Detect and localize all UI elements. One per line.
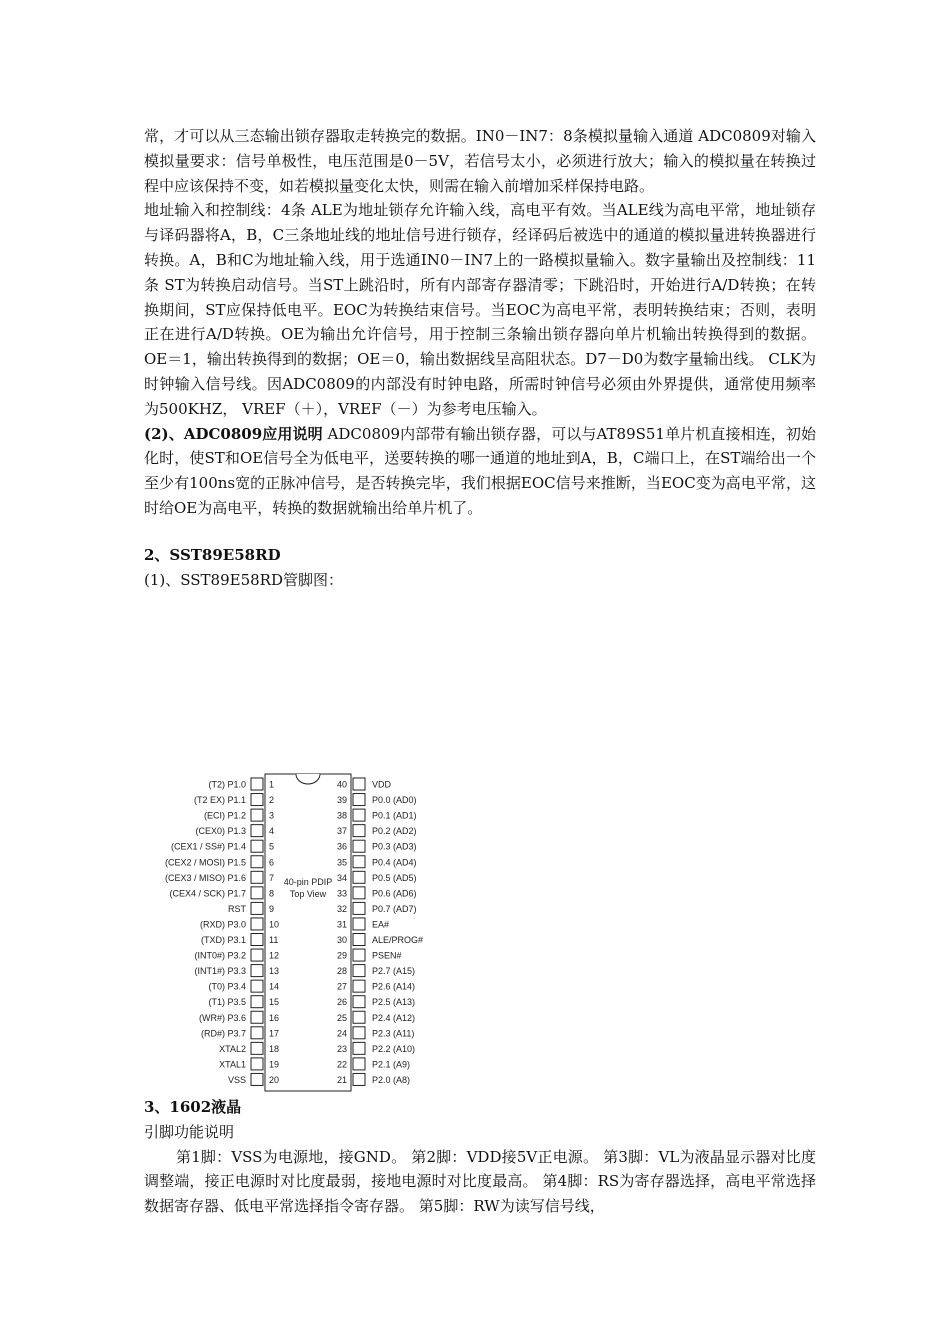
pin-pad	[353, 1073, 365, 1085]
pin-name: P0.4 (AD4)	[372, 857, 417, 868]
pin-number: 40	[336, 779, 347, 790]
pin-name: (ECI) P1.2	[203, 810, 246, 821]
section-1602-lcd	[144, 1095, 816, 1219]
pin-number: 19	[269, 1059, 280, 1070]
pin-number: 27	[336, 981, 347, 992]
pin-number: 13	[269, 966, 280, 977]
pin-pad	[251, 825, 263, 837]
pin-name: P2.0 (A8)	[372, 1074, 411, 1085]
pin-pad	[251, 902, 263, 914]
pin-name: (T2) P1.0	[208, 779, 246, 790]
pin-pad	[251, 794, 263, 806]
pin-name: (T0) P3.4	[208, 981, 246, 992]
left-pins	[165, 778, 279, 1085]
pin-name: P2.5 (A13)	[372, 997, 416, 1008]
pin-name: (CEX3 / MISO) P1.6	[164, 872, 246, 883]
left-pin-8	[169, 887, 274, 899]
pin-name: XTAL1	[219, 1059, 246, 1070]
paragraph-adc-application	[144, 422, 816, 521]
pin-number: 2	[269, 795, 275, 806]
left-pin-3	[204, 809, 274, 821]
pin-name: (CEX2 / MOSI) P1.5	[164, 857, 246, 868]
pin-pad	[353, 809, 365, 821]
pin-number: 6	[269, 857, 275, 868]
pin-pad	[353, 1042, 365, 1054]
pin-pad	[251, 887, 263, 899]
pin-function-caption: 引脚功能说明	[144, 1122, 235, 1141]
pin-pad	[353, 871, 365, 883]
left-pin-18	[219, 1042, 279, 1054]
pin-pad	[251, 980, 263, 992]
pin-name: P0.3 (AD3)	[372, 841, 417, 852]
pin-name: (CEX1 / SS#) P1.4	[170, 841, 246, 852]
pin-number: 7	[269, 872, 275, 883]
left-pin-1	[208, 778, 274, 790]
pin-number: 22	[336, 1059, 347, 1070]
pin-pad	[353, 887, 365, 899]
pin-number: 20	[269, 1074, 280, 1085]
pin-number: 16	[269, 1012, 280, 1023]
pin-name: P0.2 (AD2)	[372, 826, 417, 837]
pin-name: P2.3 (A11)	[372, 1028, 415, 1039]
pin-pad	[353, 949, 365, 961]
pin-number: 29	[336, 950, 347, 961]
chip-label-line1: 40-pin PDIP	[283, 877, 333, 887]
pin-pad	[251, 965, 263, 977]
pin-pad	[353, 918, 365, 930]
pin-number: 35	[336, 857, 347, 868]
document-body	[144, 124, 816, 592]
pin-pad	[251, 809, 263, 821]
left-pin-7	[165, 871, 274, 883]
pin-pad	[251, 934, 263, 946]
pin-name: PSEN#	[372, 950, 402, 961]
pin-number: 12	[269, 950, 280, 961]
pin-number: 25	[336, 1012, 347, 1023]
pin-name: XTAL2	[219, 1043, 246, 1054]
pin-name: RST	[228, 903, 246, 914]
pin-name: P2.7 (A15)	[372, 966, 416, 977]
pin-pad	[251, 996, 263, 1008]
pin-number: 17	[269, 1028, 280, 1039]
pin-name: (TXD) P3.1	[200, 935, 246, 945]
pin-number: 8	[269, 888, 275, 899]
pin-name: P0.5 (AD5)	[372, 872, 417, 883]
pin-pad	[353, 902, 365, 914]
chip-label-line2: Top View	[289, 889, 327, 899]
application-text: ADC0809内部带有输出锁存器，可以与AT89S51单片机直接相连，初始化时，使ST和OE信号全为低电平，送要转换的哪一通道的地址到A，B，C端口上，在ST端给出一个至少有100ns宽的正脉冲信号，是否转换完毕，我们根据EOC信号来推断，当EOC变为高电平常，这时给OE为高电平，转换的数据就输出给单片机了。	[144, 424, 816, 517]
pin-number: 36	[336, 841, 347, 852]
left-pin-5	[171, 840, 274, 852]
pin-number: 5	[269, 841, 275, 852]
pin-pad	[353, 980, 365, 992]
pin-name: (CEX0) P1.3	[195, 826, 246, 837]
pin-pad	[251, 1058, 263, 1070]
pin-name: (RD#) P3.7	[200, 1028, 246, 1039]
pin-number: 28	[336, 966, 347, 977]
pin-pad	[251, 778, 263, 790]
pin-number: 34	[336, 872, 347, 883]
pin-number: 32	[336, 903, 347, 914]
pin-name: VDD	[372, 779, 392, 790]
pin-name: ALE/PROG#	[372, 935, 424, 945]
pin-name: VSS	[227, 1074, 246, 1085]
pin-pad	[251, 949, 263, 961]
pin-name: P0.7 (AD7)	[372, 903, 417, 914]
left-pin-2	[194, 794, 274, 806]
pin-name: P2.1 (A9)	[372, 1059, 411, 1070]
pin-name: (WR#) P3.6	[198, 1012, 246, 1023]
pin-pad	[353, 965, 365, 977]
pin-pad	[353, 778, 365, 790]
pin-pad	[251, 918, 263, 930]
pin-pad	[251, 1042, 263, 1054]
right-pin-29	[337, 949, 402, 961]
pin-number: 33	[336, 888, 347, 899]
pin-pad	[251, 1073, 263, 1085]
pin-pad	[353, 1058, 365, 1070]
pin-number: 14	[269, 981, 280, 992]
pin-pad	[353, 1027, 365, 1039]
pin-pad	[353, 856, 365, 868]
pin-name: (INT0#) P3.2	[194, 950, 246, 961]
pin-name: (T2 EX) P1.1	[193, 795, 246, 806]
pin-pad	[353, 840, 365, 852]
pin-number: 23	[336, 1043, 347, 1054]
paragraph-1602-pins: 第1脚：VSS为电源地，接GND。 第2脚：VDD接5V正电源。 第3脚：VL为液晶显示器对比度调整端，接正电源时对比度最弱，接地电源时对比度最高。 第4脚：RS为寄存器选择，高电平常选择数据寄存器、低电平常选择指令寄存器。 第5脚：RW为读写信号线，	[144, 1147, 816, 1216]
pin-name: P0.1 (AD1)	[372, 810, 417, 821]
pin-number: 31	[336, 919, 347, 930]
pin-number: 24	[336, 1028, 347, 1039]
pin-number: 26	[336, 997, 347, 1008]
pin-pad	[353, 1011, 365, 1023]
left-pin-19	[219, 1058, 279, 1070]
pin-number: 30	[336, 935, 347, 945]
pin-number: 11	[269, 935, 279, 945]
pin-number: 21	[336, 1074, 347, 1085]
pin-name: (RXD) P3.0	[199, 919, 246, 930]
pin-pad	[353, 794, 365, 806]
pin-number: 18	[269, 1043, 280, 1054]
pin-number: 3	[269, 810, 275, 821]
pin-number: 15	[269, 997, 280, 1008]
right-pin-40	[337, 778, 392, 790]
section-heading-1602: 3、1602液晶	[144, 1098, 242, 1116]
pin-number: 1	[269, 779, 275, 790]
pin-name: (T1) P3.5	[208, 997, 246, 1008]
pin-pad	[353, 934, 365, 946]
pin-pad	[251, 840, 263, 852]
pin-pad	[251, 1027, 263, 1039]
pin-number: 38	[336, 810, 347, 821]
pin-name: P2.4 (A12)	[372, 1012, 416, 1023]
application-title: (2)、ADC0809应用说明	[144, 424, 323, 443]
pin-number: 39	[336, 795, 347, 806]
pin-name: EA#	[372, 919, 390, 930]
section-heading-sst89e58rd: 2、SST89E58RD	[144, 545, 281, 564]
left-pin-14	[208, 980, 279, 992]
pin-pad	[251, 856, 263, 868]
left-pin-4	[195, 825, 274, 837]
paragraph-adc-address-control: 地址输入和控制线：4条 ALE为地址锁存允许输入线，高电平有效。当ALE线为高电平常，地址锁存与译码器将A，B，C三条地址线的地址信号进行锁存，经译码后被选中的通道的模拟量进转换器进行转换。A，B和C为地址输入线，用于选通IN0－IN7上的一路模拟量输入。数字量输出及控制线：11条 ST为转换启动信号。当ST上跳沿时，所有内部寄存器清零；下跳沿时，开始进行A/D转换；在转换期间，ST应保持低电平。EOC为转换结束信号。当EOC为高电平常，表明转换结束；否则，表明正在进行A/D转换。OE为输出允许信号，用于控制三条输出锁存器向单片机输出转换得到的数据。OE＝1，输出转换得到的数据；OE＝0，输出数据线呈高阻状态。D7－D0为数字量输出线。 CLK为时钟输入信号线。因ADC0809的内部没有时钟电路，所需时钟信号必须由外界提供，通常使用频率为500KHZ， VREF（＋），VREF（－）为参考电压输入。	[144, 201, 816, 418]
pin-name: P2.2 (A10)	[372, 1043, 416, 1054]
pin-name: P2.6 (A14)	[372, 981, 416, 992]
pin-number: 9	[269, 903, 275, 914]
pin-pad	[353, 825, 365, 837]
left-pin-20	[228, 1073, 279, 1085]
pinout-diagram	[150, 770, 450, 1095]
pin-name: (CEX4 / SCK) P1.7	[169, 888, 246, 899]
pin-pad	[251, 1011, 263, 1023]
left-pin-6	[165, 856, 274, 868]
paragraph-adc-inputs: 常，才可以从三态输出锁存器取走转换完的数据。IN0－IN7：8条模拟量输入通道 ADC0809对输入模拟量要求：信号单极性，电压范围是0－5V，若信号太小，必须进行放大；输入的模拟量在转换过程中应该保持不变，如若模拟量变化太快，则需在输入前增加采样保持电路。	[144, 127, 816, 195]
pin-name: P0.6 (AD6)	[372, 888, 417, 899]
left-pin-15	[208, 996, 279, 1008]
pin-number: 10	[269, 919, 280, 930]
pin-number: 37	[336, 826, 347, 837]
right-pin-31	[337, 918, 389, 930]
pin-name: (INT1#) P3.3	[194, 966, 246, 977]
pinout-svg	[150, 770, 450, 1095]
pinout-caption: (1)、SST89E58RD管脚图：	[144, 570, 343, 589]
pin-name: P0.0 (AD0)	[372, 795, 417, 806]
pin-number: 4	[269, 826, 275, 837]
pin-pad	[251, 871, 263, 883]
pin-pad	[353, 996, 365, 1008]
